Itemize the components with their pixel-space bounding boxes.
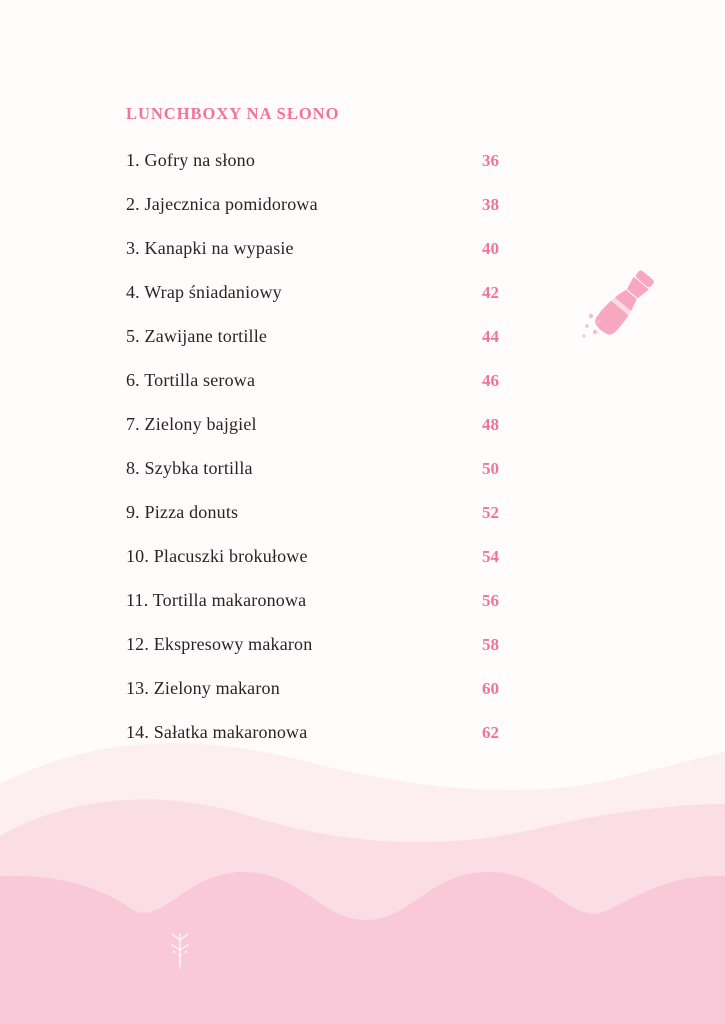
page-title: LUNCHBOXY NA SŁONO [126, 104, 340, 123]
list-item[interactable] [126, 502, 546, 546]
decorative-wave-background [0, 724, 725, 1024]
toc-entry-label: 9. Pizza donuts [126, 502, 239, 522]
toc-entry-page: 56 [482, 591, 499, 610]
toc-list [126, 150, 546, 766]
toc-entry-label: 7. Zielony bajgiel [126, 414, 257, 434]
toc-entry-label: 13. Zielony makaron [126, 678, 280, 698]
list-item[interactable] [126, 414, 546, 458]
toc-entry-label: 8. Szybka tortilla [126, 458, 253, 478]
toc-entry-page: 42 [482, 283, 499, 302]
toc-entry-label: 12. Ekspresowy makaron [126, 634, 313, 654]
toc-entry-label: 5. Zawijane tortille [126, 326, 268, 346]
list-item[interactable] [126, 458, 546, 502]
list-item[interactable] [126, 722, 546, 766]
list-item[interactable] [126, 326, 546, 370]
toc-entry-page: 38 [482, 195, 499, 214]
table-of-contents [126, 104, 546, 766]
toc-entry-label: 4. Wrap śniadaniowy [126, 282, 282, 302]
list-item[interactable] [126, 150, 546, 194]
toc-entry-label: 10. Placuszki brokułowe [126, 546, 308, 566]
pepper-mill-icon [575, 258, 665, 348]
toc-entry-page: 58 [482, 635, 499, 654]
toc-entry-page: 44 [482, 327, 499, 346]
list-item[interactable] [126, 590, 546, 634]
toc-entry-label: 6. Tortilla serowa [126, 370, 256, 390]
toc-entry-label: 14. Sałatka makaronowa [126, 722, 308, 742]
list-item[interactable] [126, 678, 546, 722]
small-sparkle-ornament [160, 930, 200, 972]
list-item[interactable] [126, 634, 546, 678]
toc-entry-page: 54 [482, 547, 499, 566]
toc-entry-page: 36 [482, 151, 499, 170]
list-item[interactable] [126, 194, 546, 238]
toc-entry-page: 50 [482, 459, 499, 478]
toc-entry-page: 62 [482, 723, 499, 742]
toc-entry-page: 48 [482, 415, 499, 434]
toc-entry-label: 11. Tortilla makaronowa [126, 590, 307, 610]
list-item[interactable] [126, 546, 546, 590]
toc-entry-page: 40 [482, 239, 499, 258]
toc-entry-label: 3. Kanapki na wypasie [126, 238, 294, 258]
toc-entry-page: 60 [482, 679, 499, 698]
toc-entry-page: 46 [482, 371, 499, 390]
list-item[interactable] [126, 238, 546, 282]
list-item[interactable] [126, 282, 546, 326]
toc-entry-page: 52 [482, 503, 499, 522]
toc-entry-label: 1. Gofry na słono [126, 150, 256, 170]
toc-entry-label: 2. Jajecznica pomidorowa [126, 194, 318, 214]
list-item[interactable] [126, 370, 546, 414]
